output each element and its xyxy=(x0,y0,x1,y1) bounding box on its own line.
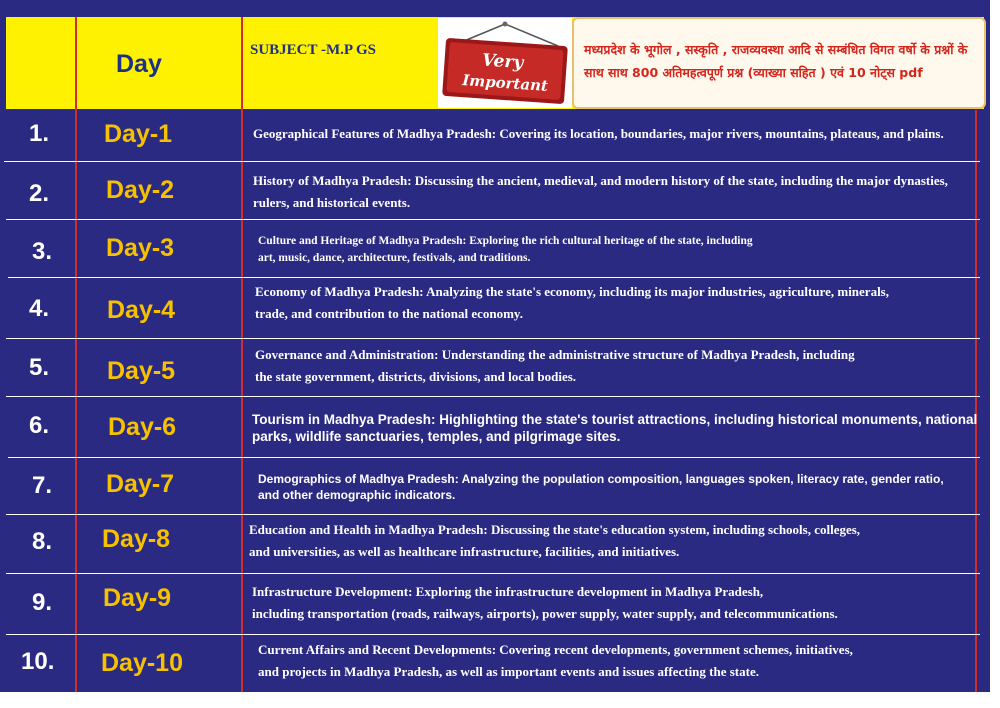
day-label: Day-1 xyxy=(104,120,173,148)
row-number: 6. xyxy=(29,412,50,439)
description-line: Governance and Administration: Understanding the administrative structure of Madhya Pradesh, including xyxy=(255,347,855,362)
row-number: 10. xyxy=(21,648,55,675)
description-line: Current Affairs and Recent Developments: Covering recent developments, government schemes, initiatives, xyxy=(258,642,853,657)
row-separator xyxy=(6,338,980,339)
header-subject-label: SUBJECT -M.P GS xyxy=(250,42,376,58)
very-important-badge xyxy=(438,18,572,108)
day-label: Day-4 xyxy=(107,296,176,324)
row-separator xyxy=(8,277,980,278)
row-separator xyxy=(8,457,980,458)
header-day-label: Day xyxy=(116,50,162,78)
row-description xyxy=(255,281,889,325)
hindi-announcement xyxy=(572,17,986,109)
day-label: Day-9 xyxy=(103,584,172,612)
row-number: 1. xyxy=(29,120,50,147)
hindi-line-2: साथ साथ 800 अतिमहत्वपूर्ण प्रश्न (व्याख्या सहित ) एवं 10 नोट्स pdf xyxy=(584,65,923,80)
row-separator xyxy=(6,219,980,220)
day-label: Day-2 xyxy=(106,176,175,204)
description-line: Demographics of Madhya Pradesh: Analyzing the population composition, languages spoken, literacy rate, gender ratio, xyxy=(258,472,944,486)
description-line: Culture and Heritage of Madhya Pradesh: Exploring the rich cultural heritage of the state, including xyxy=(258,235,753,247)
divider-right xyxy=(975,110,977,692)
row-description xyxy=(258,639,853,683)
day-label: Day-3 xyxy=(106,234,175,262)
row-description xyxy=(258,233,753,267)
row-number: 4. xyxy=(29,295,50,322)
day-label: Day-5 xyxy=(107,357,176,385)
day-label: Day-6 xyxy=(108,413,177,441)
description-line: Tourism in Madhya Pradesh: Highlighting the state's tourist attractions, including historical monuments, national xyxy=(252,412,978,427)
description-line: and other demographic indicators. xyxy=(258,488,456,502)
row-number: 7. xyxy=(32,472,53,499)
description-line: trade, and contribution to the national economy. xyxy=(255,306,523,321)
row-description xyxy=(253,123,944,145)
row-number: 5. xyxy=(29,354,50,381)
row-number: 2. xyxy=(29,180,50,207)
description-line: Education and Health in Madhya Pradesh: Discussing the state's education system, including schools, colleges, xyxy=(249,522,861,537)
description-line: the state government, districts, divisions, and local bodies. xyxy=(255,369,577,384)
row-description xyxy=(253,170,948,214)
row-separator xyxy=(6,396,980,397)
description-line: art, music, dance, architecture, festivals, and traditions. xyxy=(258,252,531,264)
description-line: Infrastructure Development: Exploring the infrastructure development in Madhya Pradesh, xyxy=(252,584,764,599)
row-description xyxy=(258,471,944,503)
row-separator xyxy=(6,514,980,515)
row-description xyxy=(252,411,977,445)
row-separator xyxy=(6,573,980,574)
row-separator xyxy=(6,634,980,635)
row-number: 3. xyxy=(32,238,53,265)
row-description xyxy=(249,519,860,563)
day-label: Day-10 xyxy=(101,649,183,677)
badge-line2: Important xyxy=(461,71,549,96)
description-line: and projects in Madhya Pradesh, as well as important events and issues affecting the state. xyxy=(258,664,759,679)
description-line: rulers, and historical events. xyxy=(253,195,411,210)
day-label: Day-7 xyxy=(106,470,175,498)
description-line: Geographical Features of Madhya Pradesh: Covering its location, boundaries, major rivers, mountains, plateaus, and plains. xyxy=(253,126,944,141)
row-separator xyxy=(4,161,980,162)
row-number: 8. xyxy=(32,528,53,555)
description-line: and universities, as well as healthcare infrastructure, facilities, and initiatives. xyxy=(249,544,680,559)
day-label: Day-8 xyxy=(102,525,171,553)
divider-after-day xyxy=(241,17,243,692)
badge-line1: Very xyxy=(481,50,524,74)
description-line: parks, wildlife sanctuaries, temples, and pilgrimage sites. xyxy=(252,429,621,444)
description-line: History of Madhya Pradesh: Discussing the ancient, medieval, and modern history of the state, including the major dynasties, xyxy=(253,173,948,188)
row-description xyxy=(252,581,838,625)
divider-after-number xyxy=(75,17,77,692)
description-line: Economy of Madhya Pradesh: Analyzing the state's economy, including its major industries, agriculture, minerals, xyxy=(255,284,889,299)
row-description xyxy=(255,344,855,388)
row-number: 9. xyxy=(32,589,53,616)
hindi-line-1: मध्यप्रदेश के भूगोल , सस्कृति , राजव्यवस्था आदि से सम्बंधित विगत वर्षो के प्रश्नों के xyxy=(584,42,968,57)
description-line: including transportation (roads, railways, airports), power supply, water supply, and telecommunications. xyxy=(252,606,838,621)
